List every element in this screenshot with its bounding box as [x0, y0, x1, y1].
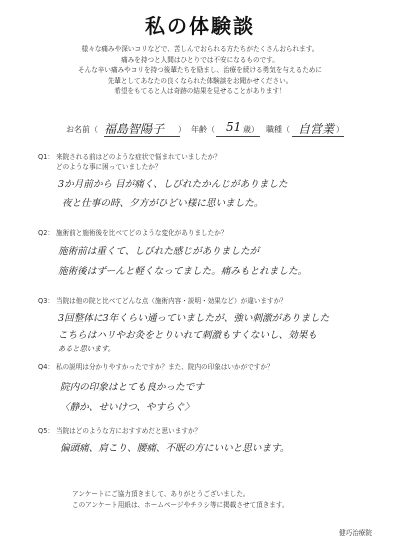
answer-line: 夜と仕事の時、夕方がひどい様に思いました。: [62, 198, 264, 209]
question-text: どのような事に困っていましたか？: [56, 163, 162, 171]
respondent-info: [0, 120, 400, 142]
question-number: Q1：: [38, 153, 54, 161]
answer-line: こちらはハリやお灸をとりいれて刺激もすくないし、効果も: [58, 330, 318, 341]
question-5: [38, 426, 202, 436]
answer-line: 施術前は重くて、しびれた感じがありましたが: [58, 246, 260, 257]
job-value: 自営業: [298, 122, 335, 136]
age-underline: [216, 136, 260, 137]
name-underline: [104, 136, 180, 137]
answer-line: 施術後はずーんと軽くなってました。痛みもとれました。: [58, 266, 308, 277]
question-3: [38, 296, 287, 306]
intro-line: 痛みを持つと人間はひとりでは不安になるものです。: [121, 55, 279, 64]
question-4: [38, 362, 274, 372]
footer-line: アンケートにご協力頂きまして、ありがとうございました。: [72, 490, 250, 498]
answer-line: 偏頭痛、肩こり、腰痛、不眠の方にいいと思います。: [60, 443, 290, 454]
footer-note: [72, 489, 289, 511]
question-number: Q3：: [38, 297, 54, 305]
intro-line: 先輩としてあなたの良くなられた体験談をお聞かせください。: [107, 76, 293, 85]
answer-line: 院内の印象はとても良かったです: [60, 382, 204, 393]
question-number: Q4：: [38, 363, 54, 371]
answer-line: 3回整体に3年くらい通っていましたが、強い刺激がありました: [58, 313, 330, 324]
job-label: 職種（: [266, 125, 290, 134]
question-text: 当院は他の院と比べてどんな点（施術内容・説明・効果など）が違いますか？: [56, 297, 287, 305]
intro-line: 希望をもてると人は奇跡の結果を見せることがあります！: [114, 87, 286, 96]
job-underline: [292, 136, 344, 137]
question-number: Q5：: [38, 427, 54, 435]
name-close: ）: [178, 125, 186, 134]
footer-line: このアンケート用紙は、ホームページやチラシ等に掲載させて頂きます。: [72, 501, 289, 509]
age-close: 歳）: [243, 125, 259, 134]
question-number: Q2：: [38, 229, 54, 237]
answer-line: あると思います。: [58, 344, 115, 353]
job-close: ）: [336, 125, 344, 134]
intro-line: 様々な痛みや深いコリなどで、苦しんでおられる方たちがたくさんおられます。: [81, 45, 319, 53]
question-text: 来院される前はどのような症状で悩まれていましたか？: [56, 153, 221, 161]
question-1: [38, 152, 221, 172]
page-title: 私の体験談: [145, 14, 255, 38]
question-text: 施術前と施術後を比べてどのような変化がありましたか？: [56, 229, 228, 237]
age-value: 51: [226, 120, 242, 134]
intro-line: そんな辛い痛みやコリを持つ後輩たちを励まし、治療を続ける勇気を与えるために: [78, 66, 322, 75]
answer-line: 3か月前から 目が痛く、しびれたかんじがありました: [58, 179, 288, 190]
answer-line: 〈静か、せいけつ、やすらぐ〉: [60, 402, 194, 413]
name-value: 福島智陽子: [104, 122, 165, 136]
name-label: お名前（: [66, 125, 98, 134]
intro-text: [0, 44, 400, 97]
age-label: 年齢（: [191, 125, 215, 134]
question-text: 私の説明は分かりやすかったですか？また、院内の印象はいかがですか？: [56, 363, 274, 371]
question-2: [38, 228, 228, 238]
question-text: 当院はどのような方におすすめだと思いますか？: [56, 427, 202, 435]
clinic-signature: 健巧治療院: [339, 529, 372, 537]
